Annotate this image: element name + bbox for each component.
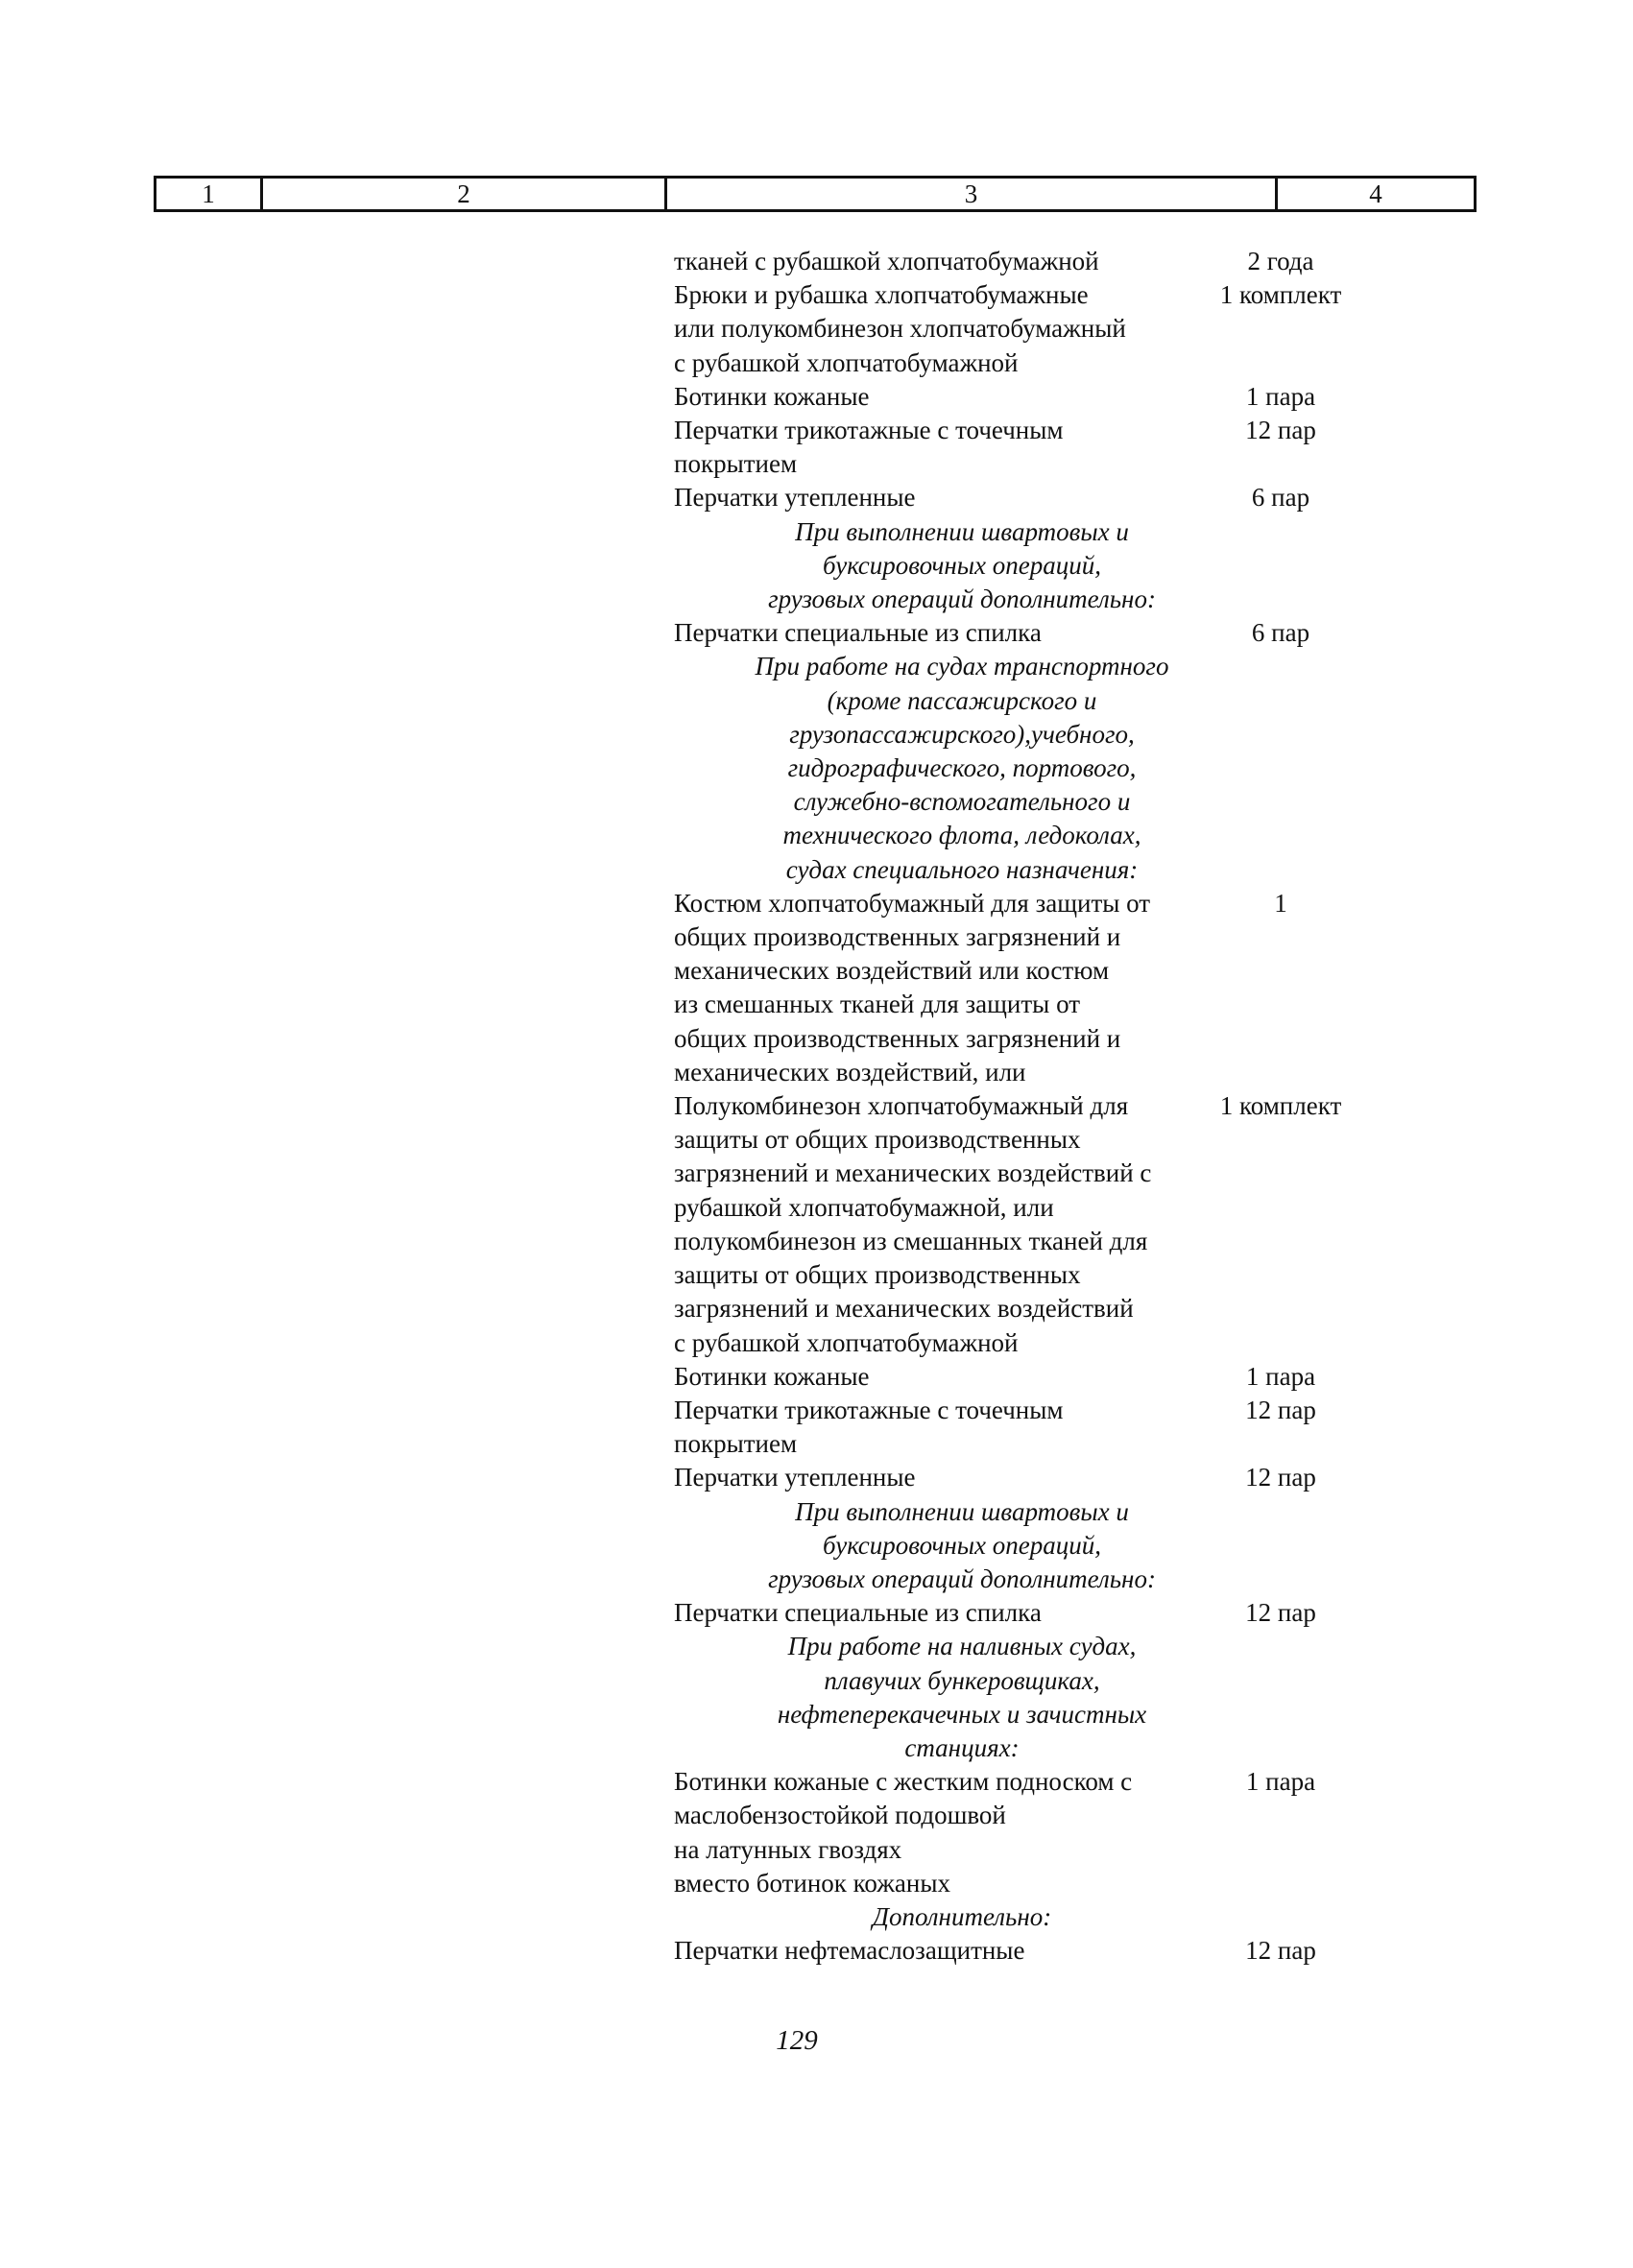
condition-note: плавучих бункеровщиках, — [824, 1665, 1100, 1695]
item-name: тканей с рубашкой хлопчатобумажной — [674, 247, 1099, 275]
item-name: общих производственных загрязнений и — [674, 1023, 1121, 1053]
list-item — [674, 414, 1480, 447]
list-item — [674, 1461, 1480, 1494]
condition-note: судах специального назначения: — [785, 854, 1139, 884]
column-header-2: 2 — [263, 179, 667, 209]
list-item — [674, 988, 1480, 1021]
item-name: Брюки и рубашка хлопчатобумажные — [674, 280, 1089, 310]
norms-list — [674, 245, 1480, 1968]
list-item — [674, 616, 1480, 650]
item-name: Ботинки кожаные с жестким подноском с — [674, 1767, 1133, 1797]
item-name: загрязнений и механических воздействий с — [674, 1158, 1152, 1188]
item-name: Перчатки трикотажные с точечным — [674, 1395, 1064, 1424]
list-item — [674, 481, 1480, 514]
condition-note: грузовых операций дополнительно: — [768, 585, 1156, 614]
list-item — [674, 1191, 1480, 1225]
item-name: покрытием — [674, 1429, 798, 1459]
item-name: Костюм хлопчатобумажный для защиты от — [674, 888, 1151, 918]
item-name: с рубашкой хлопчатобумажной — [674, 347, 1019, 377]
condition-note: служебно-вспомогательного и — [793, 787, 1131, 817]
list-item — [674, 1360, 1480, 1394]
item-quantity: 6 пар — [1251, 483, 1310, 513]
column-header-3: 3 — [667, 179, 1278, 209]
item-quantity: 1 пара — [1245, 381, 1316, 411]
list-item — [674, 954, 1480, 988]
list-item — [674, 1157, 1480, 1190]
item-name: из смешанных тканей для защиты от — [674, 990, 1081, 1019]
condition-note: грузопассажирского),учебного, — [789, 719, 1135, 749]
item-name: механических воздействий, или — [674, 1057, 1026, 1086]
condition-note: буксировочных операций, — [823, 550, 1101, 580]
item-name: Ботинки кожаные — [674, 1361, 870, 1391]
condition-note: технического флота, ледоколах, — [782, 821, 1141, 850]
list-item — [674, 1022, 1480, 1056]
item-name: Перчатки трикотажные с точечным — [674, 416, 1064, 445]
item-quantity: 1 комплект — [1219, 280, 1342, 310]
item-name: Перчатки специальные из спилка — [674, 1598, 1042, 1628]
list-item — [674, 245, 1480, 278]
item-quantity: 1 пара — [1245, 1767, 1316, 1797]
item-name: полукомбинезон из смешанных тканей для — [674, 1226, 1148, 1255]
list-item — [674, 1867, 1480, 1900]
list-item — [674, 1056, 1480, 1089]
list-item — [674, 1123, 1480, 1157]
item-name: Перчатки специальные из спилка — [674, 618, 1042, 648]
item-quantity: 12 пар — [1245, 1936, 1316, 1966]
item-name: загрязнений и механических воздействий — [674, 1294, 1134, 1324]
item-name: Перчатки утепленные — [674, 483, 916, 513]
condition-note: нефтеперекачечных и зачистных — [777, 1699, 1147, 1729]
item-name: с рубашкой хлопчатобумажной — [674, 1327, 1019, 1357]
list-item — [674, 1799, 1480, 1832]
condition-note: При работе на судах транспортного — [755, 652, 1169, 681]
condition-note: грузовых операций дополнительно: — [768, 1564, 1156, 1593]
condition-note: При выполнении швартовых и — [795, 516, 1129, 546]
item-name: или полукомбинезон хлопчатобумажный — [674, 314, 1126, 344]
list-item — [674, 447, 1480, 481]
column-header-4: 4 — [1369, 179, 1382, 208]
condition-note: При выполнении швартовых и — [795, 1496, 1129, 1526]
item-quantity: 12 пар — [1245, 1463, 1316, 1492]
list-item — [674, 380, 1480, 414]
column-header-table — [154, 176, 1477, 212]
list-item — [674, 1326, 1480, 1360]
item-name: общих производственных загрязнений и — [674, 922, 1121, 952]
condition-note: Дополнительно: — [872, 1901, 1052, 1931]
condition-note: гидрографического, портового, — [787, 753, 1137, 783]
item-name: Перчатки утепленные — [674, 1463, 916, 1492]
item-name: вместо ботинок кожаных — [674, 1868, 950, 1898]
item-name: защиты от общих производственных — [674, 1125, 1081, 1155]
item-name: Перчатки нефтемаслозащитные — [674, 1936, 1025, 1966]
condition-note: При работе на наливных судах, — [787, 1632, 1137, 1661]
condition-note: буксировочных операций, — [823, 1530, 1101, 1560]
column-header-1: 1 — [156, 179, 263, 209]
list-item — [674, 1089, 1480, 1123]
page-number: 129 — [776, 2025, 818, 2056]
list-item — [674, 312, 1480, 346]
item-name: защиты от общих производственных — [674, 1260, 1081, 1290]
item-name: рубашкой хлопчатобумажной, или — [674, 1192, 1054, 1222]
list-item — [674, 1394, 1480, 1427]
item-quantity: 12 пар — [1245, 1395, 1316, 1424]
list-item — [674, 920, 1480, 954]
item-name: покрытием — [674, 449, 798, 479]
list-item — [674, 346, 1480, 380]
item-name: Полукомбинезон хлопчатобумажный для — [674, 1091, 1129, 1121]
list-item — [674, 278, 1480, 312]
item-quantity: 12 пар — [1245, 1598, 1316, 1628]
item-name: Ботинки кожаные — [674, 381, 870, 411]
list-item — [674, 1833, 1480, 1867]
list-item — [674, 887, 1480, 920]
item-name: на латунных гвоздях — [674, 1834, 902, 1864]
item-quantity: 12 пар — [1245, 416, 1316, 445]
list-item — [674, 1427, 1480, 1461]
list-item — [674, 1596, 1480, 1630]
condition-note: (кроме пассажирского и — [827, 685, 1097, 715]
item-name: механических воздействий или костюм — [674, 956, 1110, 986]
item-quantity: 6 пар — [1251, 618, 1310, 648]
list-item — [674, 1292, 1480, 1325]
item-quantity: 1 пара — [1245, 1361, 1316, 1391]
list-item — [674, 1258, 1480, 1292]
item-name: маслобензостойкой подошвой — [674, 1801, 1006, 1830]
item-quantity: 1 комплект — [1219, 1091, 1342, 1121]
list-item — [674, 1934, 1480, 1968]
item-quantity: 1 — [1274, 888, 1287, 918]
list-item — [674, 1765, 1480, 1799]
condition-note: станциях: — [904, 1732, 1020, 1762]
item-quantity: 2 года — [1247, 247, 1314, 275]
list-item — [674, 1225, 1480, 1258]
